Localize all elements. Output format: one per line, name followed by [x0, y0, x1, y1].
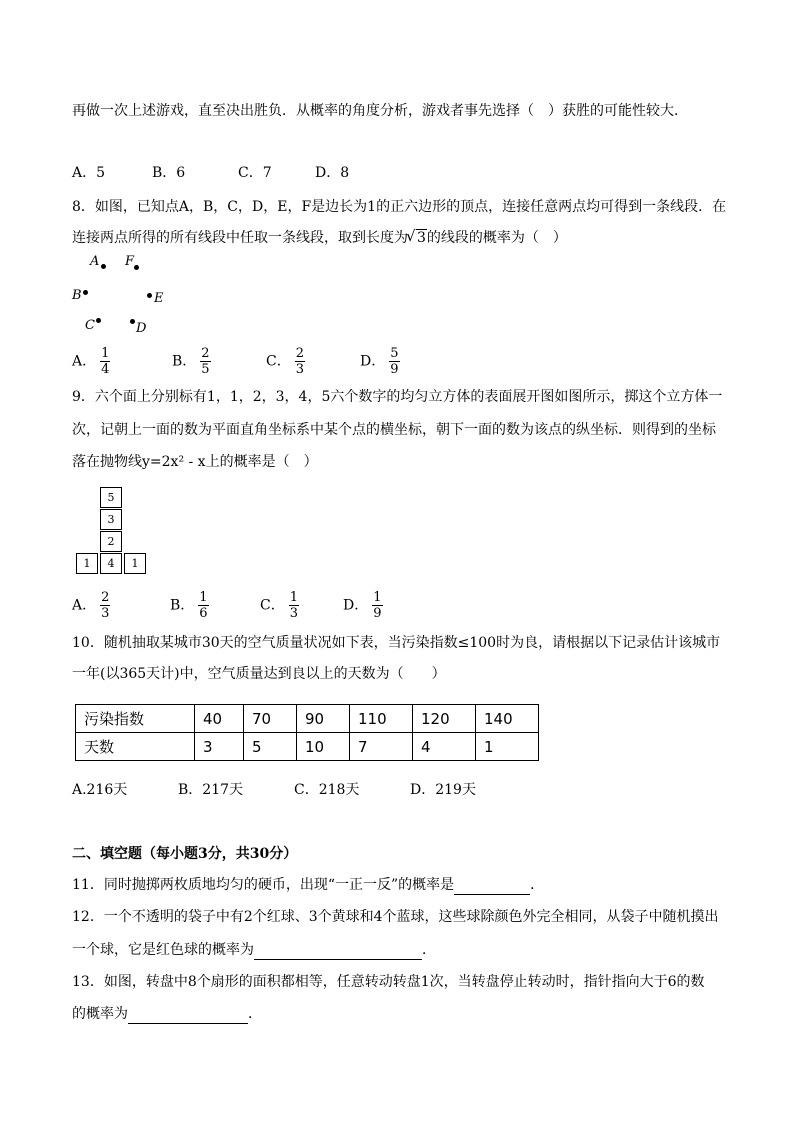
option-label: A．	[72, 597, 97, 614]
q13-text: 的概率为	[72, 1006, 128, 1022]
denominator: 3	[295, 362, 304, 377]
net-cell: 5	[100, 487, 122, 508]
table-cell: 40	[195, 705, 244, 733]
q8-line-2-post: 的线段的概率为（ ）	[426, 230, 567, 246]
net-cell: 4	[100, 553, 122, 574]
q13-end: ．	[248, 1006, 262, 1022]
option-label: A．	[72, 353, 97, 370]
table-cell: 4	[413, 733, 476, 761]
fraction	[289, 590, 299, 621]
numerator: 2	[201, 346, 210, 361]
q13-line-1: 13．如图，转盘中8个扇形的面积都相等，任意转动转盘1次，当转盘停止转动时，指针指向大于6的数	[72, 974, 705, 990]
net-cell: 3	[100, 509, 122, 530]
denominator: 9	[390, 362, 399, 377]
numerator: 1	[373, 590, 382, 605]
denominator: 3	[101, 606, 110, 621]
fraction	[295, 346, 305, 377]
cube-net	[76, 487, 146, 577]
q9-line-1: 9．六个面上分别标有1，1，2，3，4，5六个数字的均匀立方体的表面展开图如图所示，掷这个立方体一	[72, 389, 723, 405]
q9-option-b	[170, 590, 209, 621]
q7-option-d: D．8	[315, 165, 350, 181]
q8-line-2	[72, 228, 567, 248]
table-cell: 污染指数	[76, 705, 195, 733]
answer-blank	[454, 880, 530, 895]
q10-option-c: C．218天	[294, 782, 360, 798]
answer-blank	[254, 945, 422, 960]
denominator: 5	[201, 362, 210, 377]
q12-line-1: 12．一个不透明的袋子中有2个红球、3个黄球和4个蓝球，这些球除颜色外完全相同，从袋子中随机摸出	[72, 909, 719, 925]
section-title: 二、填空题（每小题3分，共30分）	[72, 846, 298, 862]
fraction	[389, 346, 399, 377]
q9-line-2: 次，记朝上一面的数为平面直角坐标系中某个点的横坐标，朝下一面的数为该点的纵坐标．则得到的坐标	[72, 422, 716, 438]
point-label-e: E	[154, 291, 164, 306]
option-label: D．	[343, 597, 369, 614]
q11-text: 11．同时抛掷两枚质地均匀的硬币，出现“一正一反”的概率是	[72, 877, 455, 893]
table-cell: 1	[476, 733, 539, 761]
point-a-dot	[101, 264, 106, 269]
q8-line-1: 8．如图，已知点A，B，C，D，E，F是边长为1的正六边形的顶点，连接任意两点均可得到一条线段．在	[72, 199, 727, 215]
point-label-f: F	[125, 254, 135, 269]
table-cell: 天数	[76, 733, 195, 761]
numerator: 1	[289, 590, 298, 605]
q9-line-3: 落在抛物线y=2x² - x上的概率是（ ）	[72, 454, 318, 470]
q11-line	[72, 875, 544, 895]
net-cell: 1	[124, 553, 146, 574]
q10-line-1: 10．随机抽取某城市30天的空气质量状况如下表，当污染指数≤100时为良，请根据以下记录估计该城市	[72, 635, 721, 651]
q7-option-a: A．5	[72, 165, 106, 181]
fraction	[198, 590, 208, 621]
q8-line-2-pre: 连接两点所得的所有线段中任取一条线段，取到长度为	[72, 230, 408, 246]
fraction	[100, 590, 110, 621]
denominator: 9	[373, 606, 382, 621]
q8-option-c	[266, 346, 305, 377]
q7-option-b: B．6	[152, 165, 186, 181]
table-cell: 110	[350, 705, 413, 733]
option-label: C．	[260, 597, 285, 614]
q9-option-c	[260, 590, 299, 621]
net-cell: 1	[76, 553, 98, 574]
net-cell: 2	[100, 531, 122, 552]
numerator: 2	[101, 590, 110, 605]
q8-option-a	[72, 346, 110, 377]
point-b-dot	[83, 290, 88, 295]
point-label-d: D	[136, 321, 147, 336]
fraction	[372, 590, 382, 621]
sqrt-radicand: 3	[417, 230, 426, 246]
fraction	[100, 346, 110, 377]
point-d-dot	[130, 319, 135, 324]
q8-option-d	[360, 346, 400, 377]
numerator: 1	[199, 590, 208, 605]
q11-end: ．	[530, 877, 545, 893]
table-cell: 10	[297, 733, 350, 761]
q10-line-2: 一年(以365天计)中，空气质量达到良以上的天数为（ ）	[72, 666, 446, 682]
table-cell: 120	[413, 705, 476, 733]
option-label: D．	[360, 353, 386, 370]
point-e-dot	[147, 293, 152, 298]
numerator: 1	[101, 346, 110, 361]
table-cell: 5	[244, 733, 297, 761]
q7-option-c: C．7	[238, 165, 272, 181]
table-cell: 140	[476, 705, 539, 733]
option-label: B．	[172, 353, 197, 370]
fraction	[200, 346, 210, 377]
point-label-b: B	[72, 288, 82, 303]
q7-stem-line: 再做一次上述游戏，直至决出胜负．从概率的角度分析，游戏者事先选择（ ）获胜的可能性较大．	[72, 103, 688, 119]
q12-line-2	[72, 940, 436, 960]
point-label-a: A	[90, 254, 100, 269]
q12-text: 一个球，它是红色球的概率为	[72, 942, 254, 958]
option-label: B．	[170, 597, 195, 614]
table-cell: 70	[244, 705, 297, 733]
table-cell: 90	[297, 705, 350, 733]
denominator: 4	[101, 362, 110, 377]
point-f-dot	[134, 265, 139, 270]
denominator: 3	[289, 606, 298, 621]
answer-blank	[128, 1009, 248, 1024]
table-cell: 3	[195, 733, 244, 761]
q13-line-2	[72, 1004, 262, 1024]
pollution-table	[75, 704, 539, 761]
point-label-c: C	[85, 318, 95, 333]
table-row	[76, 733, 539, 761]
numerator: 2	[295, 346, 304, 361]
q10-option-b: B．217天	[178, 782, 244, 798]
numerator: 5	[390, 346, 399, 361]
sqrt-expression	[408, 228, 427, 248]
denominator: 6	[199, 606, 208, 621]
q9-option-a	[72, 590, 110, 621]
q9-option-d	[343, 590, 383, 621]
option-label: C．	[266, 353, 291, 370]
q12-end: ．	[422, 942, 436, 958]
point-c-dot	[96, 318, 101, 323]
table-cell: 7	[350, 733, 413, 761]
table-row	[76, 705, 539, 733]
q10-option-d: D．219天	[410, 782, 476, 798]
q10-option-a: A.216天	[72, 782, 128, 798]
q8-option-b	[172, 346, 211, 377]
